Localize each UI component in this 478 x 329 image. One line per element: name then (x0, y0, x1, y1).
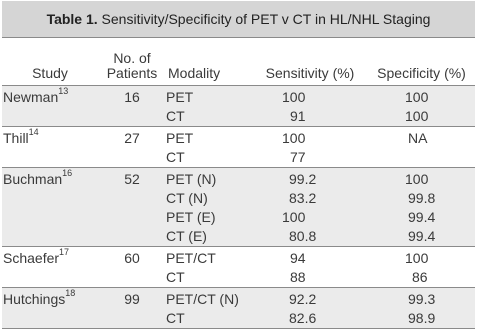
specificity-value: 86 (412, 269, 428, 285)
specificity-value: 100 (405, 89, 429, 105)
cell-study (2, 268, 98, 288)
cell-study (2, 107, 98, 127)
cell-sensitivity (252, 168, 368, 190)
table-row (2, 148, 475, 168)
table-row (2, 288, 475, 310)
cell-patients (98, 268, 166, 288)
cell-study (2, 168, 98, 190)
cell-specificity (368, 127, 475, 149)
cell-modality: CT (166, 309, 252, 329)
sensitivity-value: 100 (282, 130, 306, 146)
sensitivity-value: 100 (282, 89, 306, 105)
cell-modality: PET (E) (166, 208, 252, 227)
cell-patients (98, 227, 166, 247)
cell-modality: CT (166, 268, 252, 288)
cell-specificity (368, 288, 475, 310)
cell-study (2, 189, 98, 208)
header-row (2, 38, 475, 86)
header-study: Study (2, 38, 98, 86)
header-patients-line2: Patients (106, 65, 158, 81)
reference-number: 13 (58, 86, 69, 97)
cell-modality: PET (N) (166, 168, 252, 190)
table-row (2, 127, 475, 149)
cell-modality: CT (166, 148, 252, 168)
specificity-value: 99.4 (408, 228, 436, 244)
cell-specificity (368, 86, 475, 108)
cell-sensitivity (252, 86, 368, 108)
specificity-value: 100 (405, 171, 429, 187)
header-modality: Modality (166, 38, 252, 86)
cell-specificity (368, 189, 475, 208)
sensitivity-value: 100 (282, 209, 306, 225)
cell-specificity (368, 148, 475, 168)
reference-number: 14 (28, 127, 39, 138)
cell-sensitivity (252, 127, 368, 149)
study-name: Buchman (3, 171, 63, 187)
cell-modality: CT (E) (166, 227, 252, 247)
cell-patients (98, 189, 166, 208)
header-patients (98, 38, 166, 86)
table-row (2, 168, 475, 190)
cell-specificity (368, 247, 475, 269)
table-row (2, 208, 475, 227)
sensitivity-value: 83.2 (289, 190, 317, 206)
table-row (2, 247, 475, 269)
cell-modality: PET/CT (N) (166, 288, 252, 310)
cell-study (2, 86, 98, 108)
cell-sensitivity (252, 268, 368, 288)
specificity-value: 99.3 (408, 291, 436, 307)
cell-sensitivity (252, 208, 368, 227)
sensitivity-value: 94 (290, 250, 306, 266)
cell-modality: CT (166, 107, 252, 127)
reference-number: 17 (59, 247, 70, 258)
cell-study (2, 247, 98, 269)
cell-patients (98, 148, 166, 168)
reference-number: 16 (62, 168, 73, 179)
cell-patients: 16 (98, 86, 166, 108)
header-patients-line1: No. of (113, 50, 151, 66)
table-row (2, 86, 475, 108)
cell-specificity (368, 168, 475, 190)
cell-sensitivity (252, 227, 368, 247)
cell-sensitivity (252, 107, 368, 127)
sensitivity-value: 92.2 (289, 291, 317, 307)
cell-sensitivity (252, 189, 368, 208)
cell-patients (98, 208, 166, 227)
sensitivity-value: 91 (290, 108, 306, 124)
table-body (2, 86, 475, 329)
cell-study (2, 288, 98, 310)
table-row (2, 189, 475, 208)
table-row (2, 227, 475, 247)
table-caption: Sensitivity/Specificity of PET v CT in HL/NHL Staging (97, 11, 431, 27)
cell-patients: 27 (124, 130, 140, 146)
header-sensitivity: Sensitivity (%) (252, 38, 368, 86)
sensitivity-value: 99.2 (289, 171, 317, 187)
sensitivity-value: 82.6 (289, 310, 317, 326)
specificity-value: NA (408, 130, 428, 146)
cell-modality: PET (166, 86, 252, 108)
study-name: Newman (3, 89, 59, 105)
specificity-value: 100 (405, 108, 429, 124)
data-table (2, 38, 475, 329)
cell-specificity (368, 227, 475, 247)
cell-modality: PET/CT (166, 250, 216, 266)
cell-patients: 99 (98, 288, 166, 310)
table-number: Table 1. (46, 11, 98, 27)
cell-study (2, 208, 98, 227)
study-name: Schaefer (3, 250, 60, 266)
cell-specificity (368, 208, 475, 227)
table-container (2, 1, 475, 326)
study-name: Thill (3, 130, 29, 146)
specificity-value: 99.4 (408, 209, 436, 225)
specificity-value: 98.9 (408, 310, 436, 326)
cell-modality: CT (N) (166, 189, 252, 208)
cell-study (2, 227, 98, 247)
cell-specificity (368, 268, 475, 288)
cell-modality: PET (166, 130, 194, 146)
cell-sensitivity (252, 148, 368, 168)
cell-specificity (368, 107, 475, 127)
cell-sensitivity (252, 288, 368, 310)
table-row (2, 268, 475, 288)
table-title (2, 1, 475, 38)
reference-number: 18 (65, 288, 76, 299)
sensitivity-value: 80.8 (289, 228, 317, 244)
cell-patients: 60 (124, 250, 140, 266)
cell-patients: 52 (98, 168, 166, 190)
sensitivity-value: 77 (290, 149, 306, 165)
cell-study (2, 148, 98, 168)
cell-patients (98, 107, 166, 127)
cell-sensitivity (252, 247, 368, 269)
specificity-value: 99.8 (408, 190, 436, 206)
header-specificity: Specificity (%) (368, 38, 475, 86)
study-name: Hutchings (3, 291, 66, 307)
table-row (2, 107, 475, 127)
sensitivity-value: 88 (290, 269, 306, 285)
cell-study (2, 127, 98, 149)
specificity-value: 100 (405, 250, 429, 266)
